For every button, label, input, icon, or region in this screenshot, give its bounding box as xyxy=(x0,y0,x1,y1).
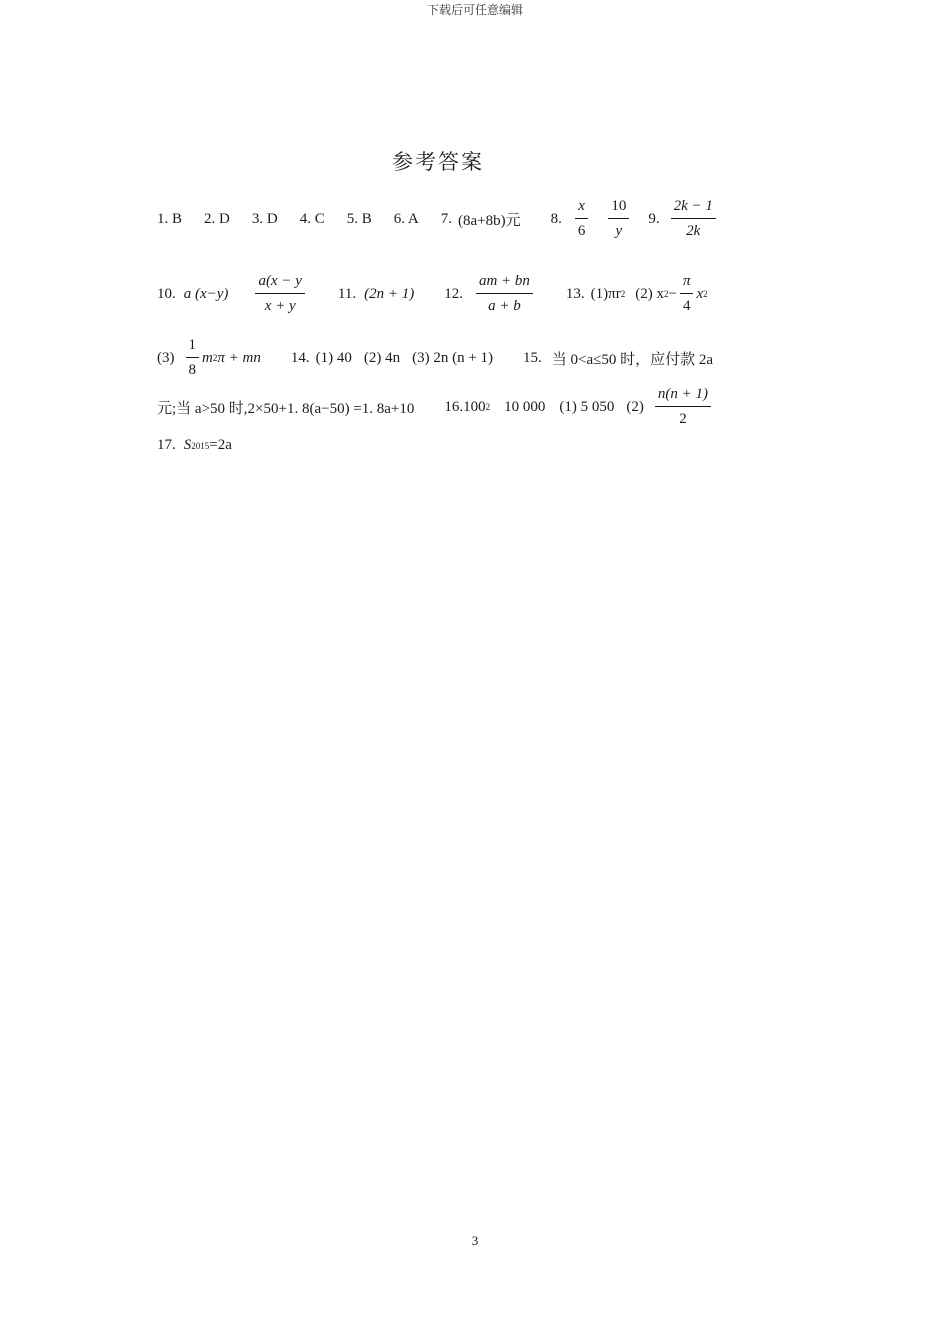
fraction-numerator: 1 xyxy=(186,338,200,358)
answer-15-text: 当 0<a≤50 时，应付款 2a xyxy=(551,351,714,368)
fraction-denominator: 6 xyxy=(577,223,586,239)
fraction-numerator: am + bn xyxy=(476,274,533,294)
answer-14-part-1: (1) 40 xyxy=(315,349,352,366)
page-number: 3 xyxy=(471,1233,479,1248)
fraction-denominator: 2k xyxy=(686,223,701,239)
fraction-numerator: a(x − y xyxy=(255,274,304,294)
answer-14-part-2: (2) 4n xyxy=(363,349,401,366)
answer-9-label: 9. xyxy=(648,210,660,227)
answer-15-label: 15. xyxy=(523,349,542,366)
answer-17-s: S xyxy=(183,437,192,453)
answer-16-part-2: (2) xyxy=(626,398,644,415)
answer-13-fraction xyxy=(680,274,694,314)
answer-14-part-3: (3) 2n (n + 1) xyxy=(412,349,494,366)
answer-8-label: 8. xyxy=(550,210,562,227)
answer-line-3: (3) $\frac{1}{8}$ m 2 π + mn 14. (1) 40 (2) 4n (3) 2n (n + 1) 15. 当 0<a≤50 时，应付款 2a xyxy=(157,337,714,378)
answer-7-value: (8a+8b)元 xyxy=(458,212,521,229)
answer-16-part-1: (1) 5 050 xyxy=(559,398,615,415)
answer-9-fraction xyxy=(671,199,716,239)
answer-line-5: 17. S 2015 =2a xyxy=(157,437,232,453)
answer-2: 2. D xyxy=(204,210,230,227)
answer-13-part-2: (2) x xyxy=(635,285,664,302)
header-note: 下载后可任意编辑 xyxy=(426,3,523,17)
fraction-numerator: π xyxy=(680,274,694,294)
answer-13-rest: π + mn xyxy=(217,349,261,366)
fraction-denominator: x + y xyxy=(264,298,296,314)
answer-13-label: 13. xyxy=(565,285,585,302)
answer-17-label: 17. xyxy=(157,437,176,453)
answer-10-fraction xyxy=(255,274,304,314)
fraction-denominator: 2 xyxy=(679,411,687,427)
answer-13-part-3: (3) xyxy=(157,349,175,366)
answer-6: 6. A xyxy=(393,210,419,227)
fraction-denominator: y xyxy=(615,223,623,239)
fraction-numerator: 10 xyxy=(608,199,629,219)
answer-8-fraction-1 xyxy=(575,199,589,239)
answer-line-4: 元;当 a>50 时,2×50+1. 8(a−50) =1. 8a+10 16. 100 2 10 000 (1) 5 050 (2) $\frac{n(n + 1)}{2}$ xyxy=(157,387,714,427)
answer-11-label: 11. xyxy=(337,285,357,302)
page-title: 参考答案 xyxy=(392,150,484,174)
answer-17-rest: =2a xyxy=(209,437,232,453)
answer-3: 3. D xyxy=(251,210,278,227)
answer-4: 4. C xyxy=(299,210,325,227)
minus-sign: − xyxy=(668,285,677,302)
answer-14-label: 14. xyxy=(290,349,310,366)
answer-13-x: x xyxy=(696,285,704,302)
answer-16-label: 16. xyxy=(444,398,464,415)
answer-13-part-3-fraction xyxy=(186,338,200,378)
answer-1: 1. B xyxy=(157,210,183,227)
answer-10-value: a (x−y) xyxy=(183,285,229,302)
answer-11-value: (2n + 1) xyxy=(364,285,415,302)
answer-16-base: 100 xyxy=(463,398,486,415)
fraction-denominator: 4 xyxy=(682,298,691,314)
fraction-denominator: a + b xyxy=(488,298,521,314)
answer-line-1 xyxy=(157,199,719,239)
answer-15-continued: 元;当 a>50 时,2×50+1. 8(a−50) =1. 8a+10 xyxy=(157,400,415,417)
answer-12-fraction xyxy=(476,274,533,314)
answer-7-label: 7. xyxy=(440,210,452,227)
answer-12-label: 12. xyxy=(444,285,463,302)
answer-8-fraction-2 xyxy=(608,199,629,239)
answer-16-fraction xyxy=(655,387,711,427)
answer-10-label: 10. xyxy=(157,285,176,302)
fraction-numerator: x xyxy=(575,199,588,219)
answer-13-m: m xyxy=(202,349,213,366)
fraction-numerator: n(n + 1) xyxy=(655,387,711,407)
answer-13-part-1: (1)πr xyxy=(590,285,621,302)
fraction-numerator: 2k − 1 xyxy=(671,199,716,219)
answer-16-value-2: 10 000 xyxy=(504,398,546,415)
fraction-denominator: 8 xyxy=(188,362,196,378)
answer-line-2: 10. a (x−y) $\frac{a(x - y}{x + y}$ 11. (2n + 1) 12. $\frac{am + bn}{a + b}$ 13. (1)πr 2 (2) x 2 − $\frac{\pi}{4}$ x 2 xyxy=(157,273,708,314)
answer-5: 5. B xyxy=(346,210,372,227)
